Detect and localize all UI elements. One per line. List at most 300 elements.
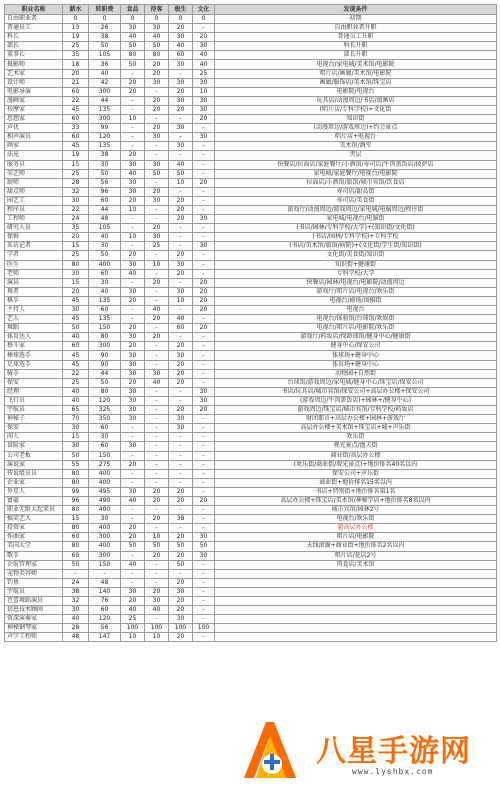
job-name-cell: 搞笑艺人: [5, 515, 63, 524]
stat-cell: -: [169, 242, 193, 251]
job-name-cell: 歌手: [5, 551, 63, 560]
table-row: [5, 369, 497, 378]
stat-cell: 20: [63, 287, 89, 296]
stat-cell: 30: [121, 387, 145, 396]
stat-cell: 20: [169, 496, 193, 505]
stat-cell: -: [145, 469, 169, 478]
stat-cell: 50: [89, 251, 121, 260]
stat-cell: 20: [169, 269, 193, 278]
stat-cell: -: [121, 224, 145, 233]
stat-cell: 30: [145, 233, 169, 242]
table-row: [5, 78, 497, 87]
stat-cell: 30: [193, 387, 215, 396]
stat-cell: 40: [169, 160, 193, 169]
stat-cell: 150: [89, 324, 121, 333]
stat-cell: 30: [89, 242, 121, 251]
condition-cell: (书店/园林/专科学校)+专科学校: [215, 233, 497, 242]
stat-cell: -: [193, 160, 215, 169]
stat-cell: 90: [89, 360, 121, 369]
condition-cell: 动物园+自然街: [215, 369, 497, 378]
stat-cell: 60: [89, 606, 121, 615]
stat-cell: -: [121, 433, 145, 442]
stat-cell: 60: [89, 196, 121, 205]
stat-cell: 30: [121, 24, 145, 33]
stat-cell: -: [145, 569, 169, 578]
stat-cell: 20: [121, 524, 145, 533]
stat-cell: 38: [89, 151, 121, 160]
column-header: 极生: [169, 5, 193, 15]
stat-cell: 30: [63, 306, 89, 315]
stat-cell: 10: [121, 233, 145, 242]
stat-cell: 50: [89, 378, 121, 387]
condition-cell: 知识街: [215, 115, 497, 124]
stat-cell: 100: [169, 624, 193, 633]
stat-cell: 20: [145, 187, 169, 196]
stat-cell: 30: [193, 42, 215, 51]
stat-cell: 20: [121, 251, 145, 260]
stat-cell: 60: [89, 442, 121, 451]
table-row: [5, 133, 497, 142]
stat-cell: -: [145, 442, 169, 451]
stat-cell: 20: [145, 278, 169, 287]
stat-cell: 30: [193, 105, 215, 114]
table-row: [5, 396, 497, 405]
stat-cell: 40: [63, 396, 89, 405]
stat-cell: -: [121, 242, 145, 251]
stat-cell: 40: [145, 33, 169, 42]
table-row: [5, 433, 497, 442]
condition-cell: 初期: [215, 15, 497, 24]
stat-cell: 80: [121, 51, 145, 60]
stat-cell: 20: [145, 333, 169, 342]
table-row: [5, 597, 497, 606]
table-row: [5, 415, 497, 424]
job-name-cell: 美国大学: [5, 542, 63, 551]
stat-cell: -: [169, 524, 193, 533]
condition-cell: (书店/美术馆/旅馆/病院)+(文化街/学生街/知识街): [215, 242, 497, 251]
table-row: [5, 242, 497, 251]
table-row: [5, 15, 497, 24]
stat-cell: -: [193, 469, 215, 478]
job-name-cell: 保姆: [5, 233, 63, 242]
job-name-cell: 甜点师: [5, 187, 63, 196]
stat-cell: 25: [63, 42, 89, 51]
condition-cell: 寿司店/美食街: [215, 196, 497, 205]
stat-cell: 30: [89, 515, 121, 524]
job-name-cell: 普通员工: [5, 24, 63, 33]
table-row: [5, 424, 497, 433]
stat-cell: -: [145, 506, 169, 515]
condition-cell: 书店+特别街+地价排名第1名: [215, 487, 497, 496]
stat-cell: -: [193, 196, 215, 205]
stat-cell: 135: [89, 142, 121, 151]
stat-cell: -: [193, 615, 215, 624]
stat-cell: -: [169, 396, 193, 405]
stat-cell: 325: [89, 406, 121, 415]
stat-cell: 25: [145, 242, 169, 251]
stat-cell: 60: [89, 424, 121, 433]
stat-cell: 20: [145, 487, 169, 496]
table-row: [5, 96, 497, 105]
job-name-cell: 体育达人: [5, 333, 63, 342]
stat-cell: 45: [63, 351, 89, 360]
table-row: [5, 442, 497, 451]
condition-cell: 画廊/服饰店/美术馆/珠宝店: [215, 78, 497, 87]
condition-cell: 快餐店/园林/电视台/电影院/动漫周边: [215, 278, 497, 287]
table-row: [5, 487, 497, 496]
job-name-cell: 足球选手: [5, 360, 63, 369]
stat-cell: 10: [169, 178, 193, 187]
table-row: [5, 351, 497, 360]
stat-cell: 20: [193, 33, 215, 42]
stat-cell: 80: [63, 542, 89, 551]
stat-cell: 15: [63, 278, 89, 287]
job-name-cell: 学者: [5, 251, 63, 260]
stat-cell: 135: [89, 296, 121, 305]
table-row: [5, 260, 497, 269]
stat-cell: 10: [145, 533, 169, 542]
stat-cell: 20: [145, 496, 169, 505]
stat-cell: 20: [169, 533, 193, 542]
stat-cell: 25: [63, 169, 89, 178]
stat-cell: 28: [63, 624, 89, 633]
job-name-cell: 信息技术顾问: [5, 606, 63, 615]
job-name-cell: 飞行员: [5, 396, 63, 405]
stat-cell: 135: [89, 105, 121, 114]
stat-cell: 80: [63, 260, 89, 269]
stat-cell: 80: [145, 51, 169, 60]
stat-cell: 30: [121, 178, 145, 187]
table-row: [5, 342, 497, 351]
condition-cell: 电影院/电视台: [215, 87, 497, 96]
stat-cell: 40: [121, 33, 145, 42]
stat-cell: -: [145, 251, 169, 260]
stat-cell: 48: [89, 578, 121, 587]
stat-cell: -: [63, 569, 89, 578]
stat-cell: 20: [193, 306, 215, 315]
stat-cell: -: [193, 487, 215, 496]
stat-cell: -: [145, 115, 169, 124]
condition-cell: 电视台/体验馆/台球馆/欢娱街: [215, 315, 497, 324]
stat-cell: 20: [169, 633, 193, 642]
table-row: [5, 506, 497, 515]
stat-cell: 30: [121, 160, 145, 169]
stat-cell: -: [193, 506, 215, 515]
stat-cell: -: [145, 424, 169, 433]
stat-cell: 40: [145, 606, 169, 615]
stat-cell: -: [145, 324, 169, 333]
stat-cell: -: [121, 306, 145, 315]
condition-cell: 游戏厅/唱片店/电视台/欢乐街: [215, 287, 497, 296]
table-row: [5, 187, 497, 196]
job-name-cell: 外星人: [5, 487, 63, 496]
stat-cell: 25: [63, 378, 89, 387]
condition-cell: 唱片店+电视台: [215, 133, 497, 142]
table-row: [5, 560, 497, 569]
stat-cell: 40: [63, 387, 89, 396]
stat-cell: 495: [89, 487, 121, 496]
stat-cell: 90: [89, 351, 121, 360]
table-row: [5, 333, 497, 342]
stat-cell: 400: [89, 469, 121, 478]
stat-cell: 30: [121, 360, 145, 369]
job-name-cell: 艺人: [5, 315, 63, 324]
condition-cell: (游戏周边/牛肉盖饭店)+园林+/健身中心): [215, 396, 497, 405]
job-name-cell: 神秘子: [5, 415, 63, 424]
stat-cell: -: [121, 578, 145, 587]
stat-cell: 32: [63, 187, 89, 196]
condition-cell: [215, 569, 497, 578]
stat-cell: 20: [193, 178, 215, 187]
table-row: [5, 615, 497, 624]
stat-cell: 15: [63, 242, 89, 251]
stat-cell: 60: [169, 51, 193, 60]
stat-cell: 400: [89, 260, 121, 269]
stat-cell: 20: [145, 551, 169, 560]
table-row: [5, 306, 497, 315]
stat-cell: -: [169, 115, 193, 124]
stat-cell: 20: [145, 315, 169, 324]
table-row: [5, 360, 497, 369]
stat-cell: 40: [89, 69, 121, 78]
table-row: [5, 169, 497, 178]
stat-cell: 48: [63, 633, 89, 642]
job-name-cell: 程序员: [5, 205, 63, 214]
stat-cell: 147: [89, 633, 121, 642]
stat-cell: 80: [89, 333, 121, 342]
stat-cell: 45: [63, 315, 89, 324]
stat-cell: 400: [89, 506, 121, 515]
stat-cell: 20: [121, 296, 145, 305]
stat-cell: 300: [89, 342, 121, 351]
table-row: [5, 524, 497, 533]
table-row: [5, 633, 497, 642]
stat-cell: 30: [169, 142, 193, 151]
condition-cell: 城市宾馆/园林2号: [215, 506, 497, 515]
stat-cell: 50: [89, 169, 121, 178]
stat-cell: -: [121, 315, 145, 324]
stat-cell: -: [193, 351, 215, 360]
stat-cell: -: [193, 169, 215, 178]
stat-cell: 32: [63, 597, 89, 606]
stat-cell: 20: [169, 406, 193, 415]
table-row: [5, 251, 497, 260]
stat-cell: 40: [145, 306, 169, 315]
table-row: [5, 160, 497, 169]
condition-cell: 夹层: [215, 151, 497, 160]
stat-cell: 35: [63, 224, 89, 233]
stat-cell: -: [193, 587, 215, 596]
stat-cell: 60: [63, 551, 89, 560]
stat-cell: 50: [63, 324, 89, 333]
stat-cell: 25: [193, 69, 215, 78]
stat-cell: -: [193, 342, 215, 351]
stat-cell: 30: [169, 33, 193, 42]
stat-cell: -: [193, 424, 215, 433]
stat-cell: 18: [63, 60, 89, 69]
stat-cell: 19: [63, 151, 89, 160]
condition-cell: (欢乐街/商业街/观光景点)+地价排名40名以内: [215, 460, 497, 469]
condition-cell: 电视台/唱片店/电影院/欢乐街: [215, 324, 497, 333]
table-row: [5, 578, 497, 587]
stat-cell: 21: [63, 78, 89, 87]
stat-cell: -: [121, 133, 145, 142]
site-logo-icon: [236, 718, 308, 784]
job-name-cell: 漫画家: [5, 96, 63, 105]
job-name-cell: 声优: [5, 124, 63, 133]
stat-cell: 20: [193, 287, 215, 296]
job-name-cell: 富豪: [5, 496, 63, 505]
stat-cell: 44: [89, 369, 121, 378]
stat-cell: 30: [193, 215, 215, 224]
table-row: [5, 496, 497, 505]
condition-cell: 文化街/美食街/知识街: [215, 251, 497, 260]
stat-cell: 150: [89, 451, 121, 460]
stat-cell: -: [193, 360, 215, 369]
stat-cell: 30: [121, 287, 145, 296]
stat-cell: 65: [63, 406, 89, 415]
stat-cell: 60: [89, 269, 121, 278]
condition-cell: (唱片店/专科学校)+文化街: [215, 105, 497, 114]
stat-cell: -: [145, 351, 169, 360]
stat-cell: 0: [121, 15, 145, 24]
stat-cell: -: [193, 187, 215, 196]
stat-cell: 40: [193, 60, 215, 69]
stat-cell: 50: [63, 451, 89, 460]
stat-cell: 56: [89, 624, 121, 633]
stat-cell: -: [193, 124, 215, 133]
table-row: [5, 451, 497, 460]
stat-cell: 24: [63, 578, 89, 587]
job-name-cell: 企航管理家: [5, 560, 63, 569]
stat-cell: 99: [63, 487, 89, 496]
stat-cell: 275: [89, 460, 121, 469]
stat-cell: 40: [121, 496, 145, 505]
table-row: [5, 587, 497, 596]
stat-cell: 96: [63, 496, 89, 505]
stat-cell: 60: [89, 306, 121, 315]
stat-cell: 30: [193, 396, 215, 405]
stat-cell: 36: [89, 60, 121, 69]
stat-cell: 30: [63, 424, 89, 433]
stat-cell: 30: [193, 96, 215, 105]
table-row: [5, 287, 497, 296]
job-name-cell: 投资家: [5, 524, 63, 533]
stat-cell: 0: [63, 15, 89, 24]
job-name-cell: 画家: [5, 142, 63, 151]
stat-cell: -: [121, 451, 145, 460]
stat-cell: 13: [63, 24, 89, 33]
table-row: [5, 124, 497, 133]
condition-cell: 游戏周边/珠宝店/城市宾馆/专科学校/药妆店: [215, 406, 497, 415]
stat-cell: 80: [63, 524, 89, 533]
stat-cell: -: [145, 360, 169, 369]
stat-cell: 30: [145, 597, 169, 606]
stat-cell: -: [193, 515, 215, 524]
stat-cell: 10: [121, 633, 145, 642]
stat-cell: -: [193, 151, 215, 160]
stat-cell: 135: [89, 315, 121, 324]
condition-cell: 自由职业者升职: [215, 24, 497, 33]
stat-cell: 20: [169, 87, 193, 96]
stat-cell: 30: [121, 187, 145, 196]
condition-cell: 电视台/家电城/美术馆/电影院: [215, 60, 497, 69]
job-name-cell: 宠物美容师: [5, 569, 63, 578]
stat-cell: 40: [63, 615, 89, 624]
condition-cell: 健身中心/保安公司: [215, 342, 497, 351]
stat-cell: 40: [193, 51, 215, 60]
stat-cell: 350: [89, 415, 121, 424]
stat-cell: 20: [169, 105, 193, 114]
stat-cell: 30: [121, 487, 145, 496]
watermark-stripe: [304, 712, 484, 724]
stat-cell: -: [169, 278, 193, 287]
stat-cell: 0: [193, 15, 215, 24]
stat-cell: -: [193, 369, 215, 378]
stat-cell: 30: [145, 133, 169, 142]
stat-cell: 100: [193, 624, 215, 633]
stat-cell: 30: [169, 615, 193, 624]
stat-cell: 490: [89, 496, 121, 505]
table-row: [5, 569, 497, 578]
stat-cell: 30: [89, 160, 121, 169]
stat-cell: 45: [63, 296, 89, 305]
stat-cell: -: [193, 478, 215, 487]
condition-cell: 科长升职: [215, 42, 497, 51]
stat-cell: 15: [63, 433, 89, 442]
table-row: [5, 469, 497, 478]
condition-cell: 观光景点/渔夫街: [215, 442, 497, 451]
stat-cell: -: [121, 515, 145, 524]
column-header: 薪水: [63, 5, 89, 15]
condition-cell: 美术馆/酒堂: [215, 142, 497, 151]
table-row: [5, 278, 497, 287]
stat-cell: 96: [89, 187, 121, 196]
table-row: [5, 224, 497, 233]
condition-cell: 寿司店/甜品街: [215, 187, 497, 196]
column-header: 发现条件: [215, 5, 497, 15]
stat-cell: -: [89, 569, 121, 578]
condition-cell: [215, 578, 497, 587]
stat-cell: 20: [169, 360, 193, 369]
watermark: [236, 712, 498, 787]
stat-cell: 30: [193, 133, 215, 142]
stat-cell: 10: [145, 633, 169, 642]
table-row: [5, 33, 497, 42]
stat-cell: -: [169, 387, 193, 396]
stat-cell: 120: [89, 615, 121, 624]
stat-cell: 40: [121, 269, 145, 278]
condition-cell: 快餐店/拉面店/家庭餐厅/小酒馆/寿司店/牛肉盖饭店/披萨店: [215, 160, 497, 169]
job-name-cell: 棒球选手: [5, 351, 63, 360]
stat-cell: 50: [169, 542, 193, 551]
stat-cell: 20: [169, 196, 193, 205]
stat-cell: -: [169, 478, 193, 487]
stat-cell: 105: [89, 224, 121, 233]
stat-cell: 20: [145, 224, 169, 233]
job-name-cell: 资深演奏家: [5, 615, 63, 624]
stat-cell: -: [193, 251, 215, 260]
stat-cell: 60: [63, 342, 89, 351]
stat-cell: 20: [169, 378, 193, 387]
job-name-cell: 企业家: [5, 478, 63, 487]
stat-cell: -: [169, 69, 193, 78]
stat-cell: 22: [63, 205, 89, 214]
condition-cell: 家电城/电视台/电脑街: [215, 215, 497, 224]
job-name-cell: 舞蹈: [5, 324, 63, 333]
condition-cell: 电视台: [215, 306, 497, 315]
stat-cell: 45: [63, 360, 89, 369]
